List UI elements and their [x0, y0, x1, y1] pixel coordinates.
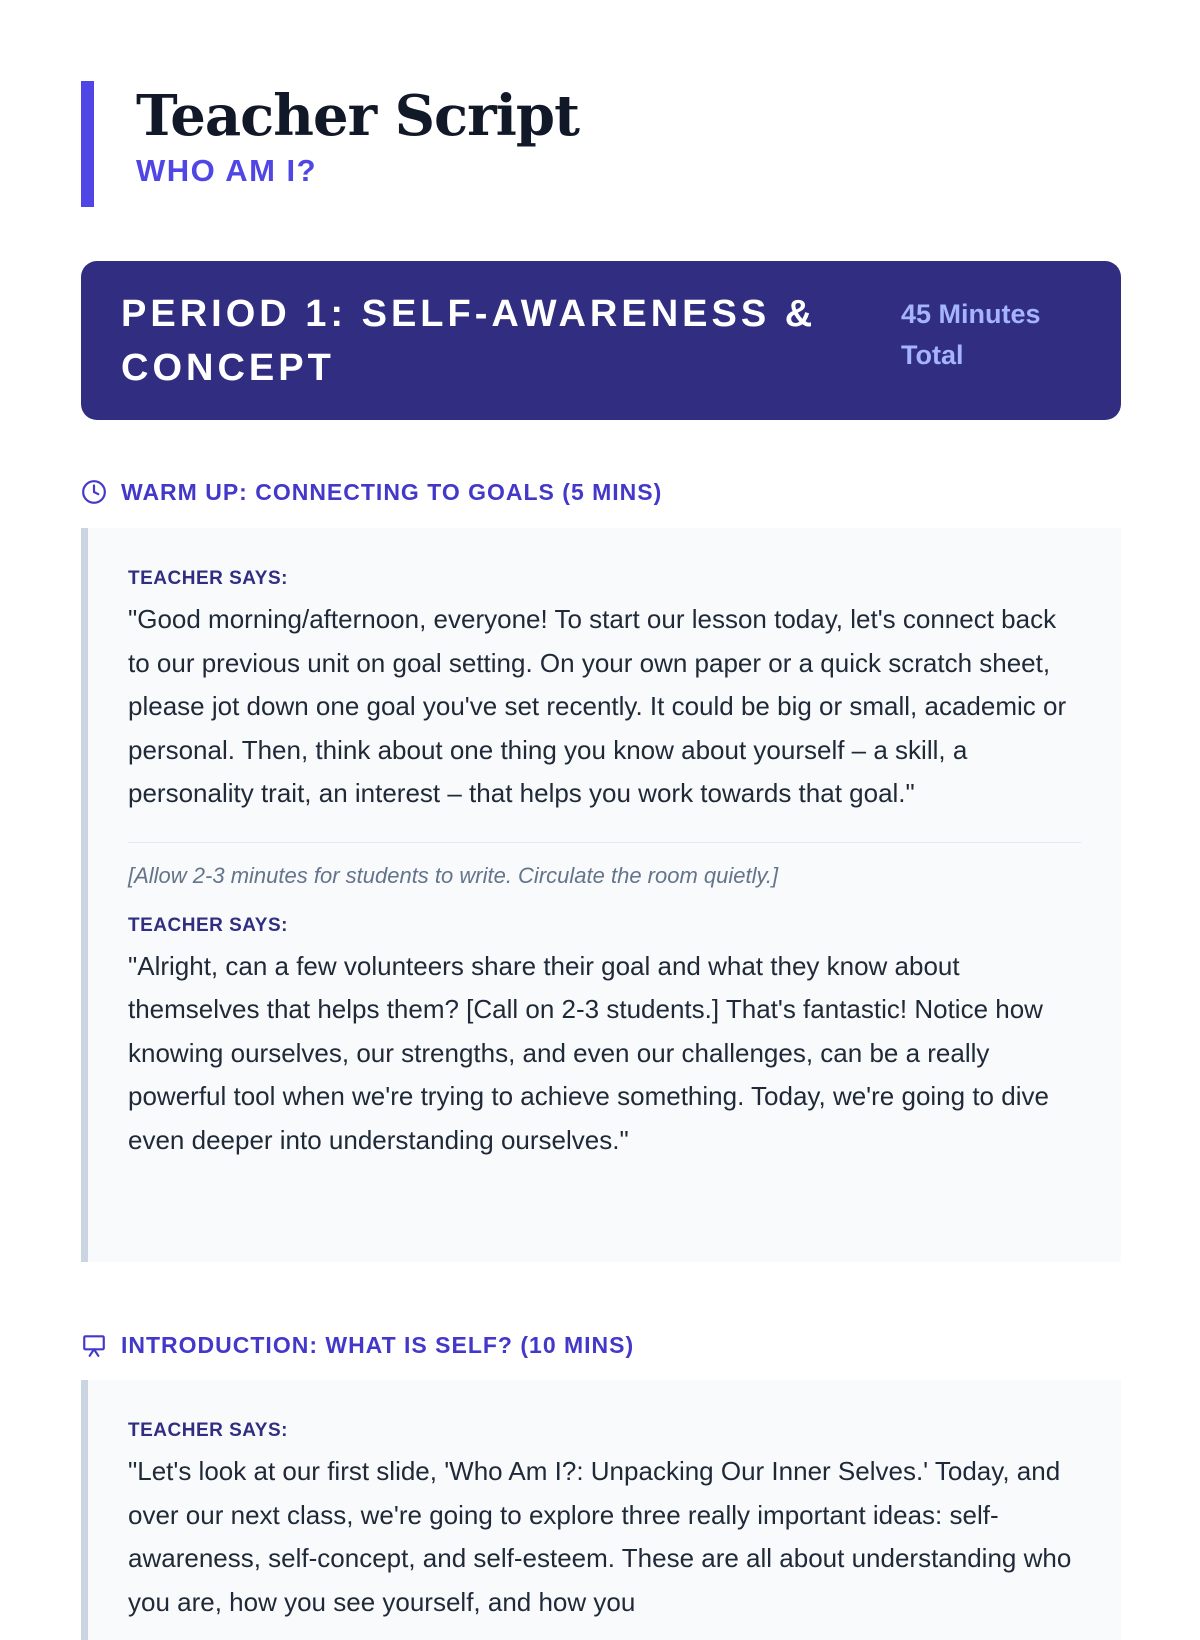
teacher-speech: "Let's look at our first slide, 'Who Am I?: Unpacking Our Inner Selves.' Today, and over our next class, we're going to explore three really important ideas: self-awareness, self-concept, and self-esteem. These are all about understanding who you are, how you see yourself, and how you [128, 1456, 1072, 1617]
speaker-label: TEACHER SAYS: [128, 1420, 288, 1441]
document-header [81, 81, 1121, 207]
period-banner [81, 261, 1121, 420]
presentation-icon [81, 1332, 107, 1358]
divider [128, 842, 1081, 843]
teacher-speech: "Good morning/afternoon, everyone! To start our lesson today, let's connect back to our previous unit on goal setting. On your own paper or a quick scratch sheet, please jot down one goal you've set recently. It could be big or small, academic or personal. Then, think about one thing you know about yourself – a skill, a personality trait, an interest – that helps you work towards that goal." [128, 604, 1067, 808]
stage-direction: [Allow 2-3 minutes for students to write. Circulate the room quietly.] [128, 862, 779, 888]
speaker-label: TEACHER SAYS: [128, 914, 288, 936]
script-block-introduction [81, 1380, 1121, 1640]
clock-icon [81, 479, 107, 505]
period-title: PERIOD 1: SELF-AWARENESS & CONCEPT [121, 293, 817, 389]
script-block-warm-up [81, 528, 1121, 1262]
section-heading-label: INTRODUCTION: WHAT IS SELF? (10 MINS) [121, 1332, 635, 1358]
section-heading-warm-up [81, 477, 662, 507]
speaker-label: TEACHER SAYS: [128, 568, 288, 589]
section-heading-introduction [81, 1330, 634, 1360]
period-duration: 45 Minutes Total [901, 299, 1041, 370]
page-title: Teacher Script [136, 83, 579, 149]
section-heading-label: WARM UP: CONNECTING TO GOALS (5 MINS) [121, 479, 663, 505]
teacher-speech: "Alright, can a few volunteers share their goal and what they know about themselves that helps them? [Call on 2-3 students.] That's fantastic! Notice how knowing ourselves, our strengths, and even our challenges, can be a really powerful tool when we're trying to achieve something. Today, we're going to dive even deeper into understanding ourselves." [128, 950, 1049, 1155]
page-subtitle: WHO AM I? [136, 153, 318, 188]
